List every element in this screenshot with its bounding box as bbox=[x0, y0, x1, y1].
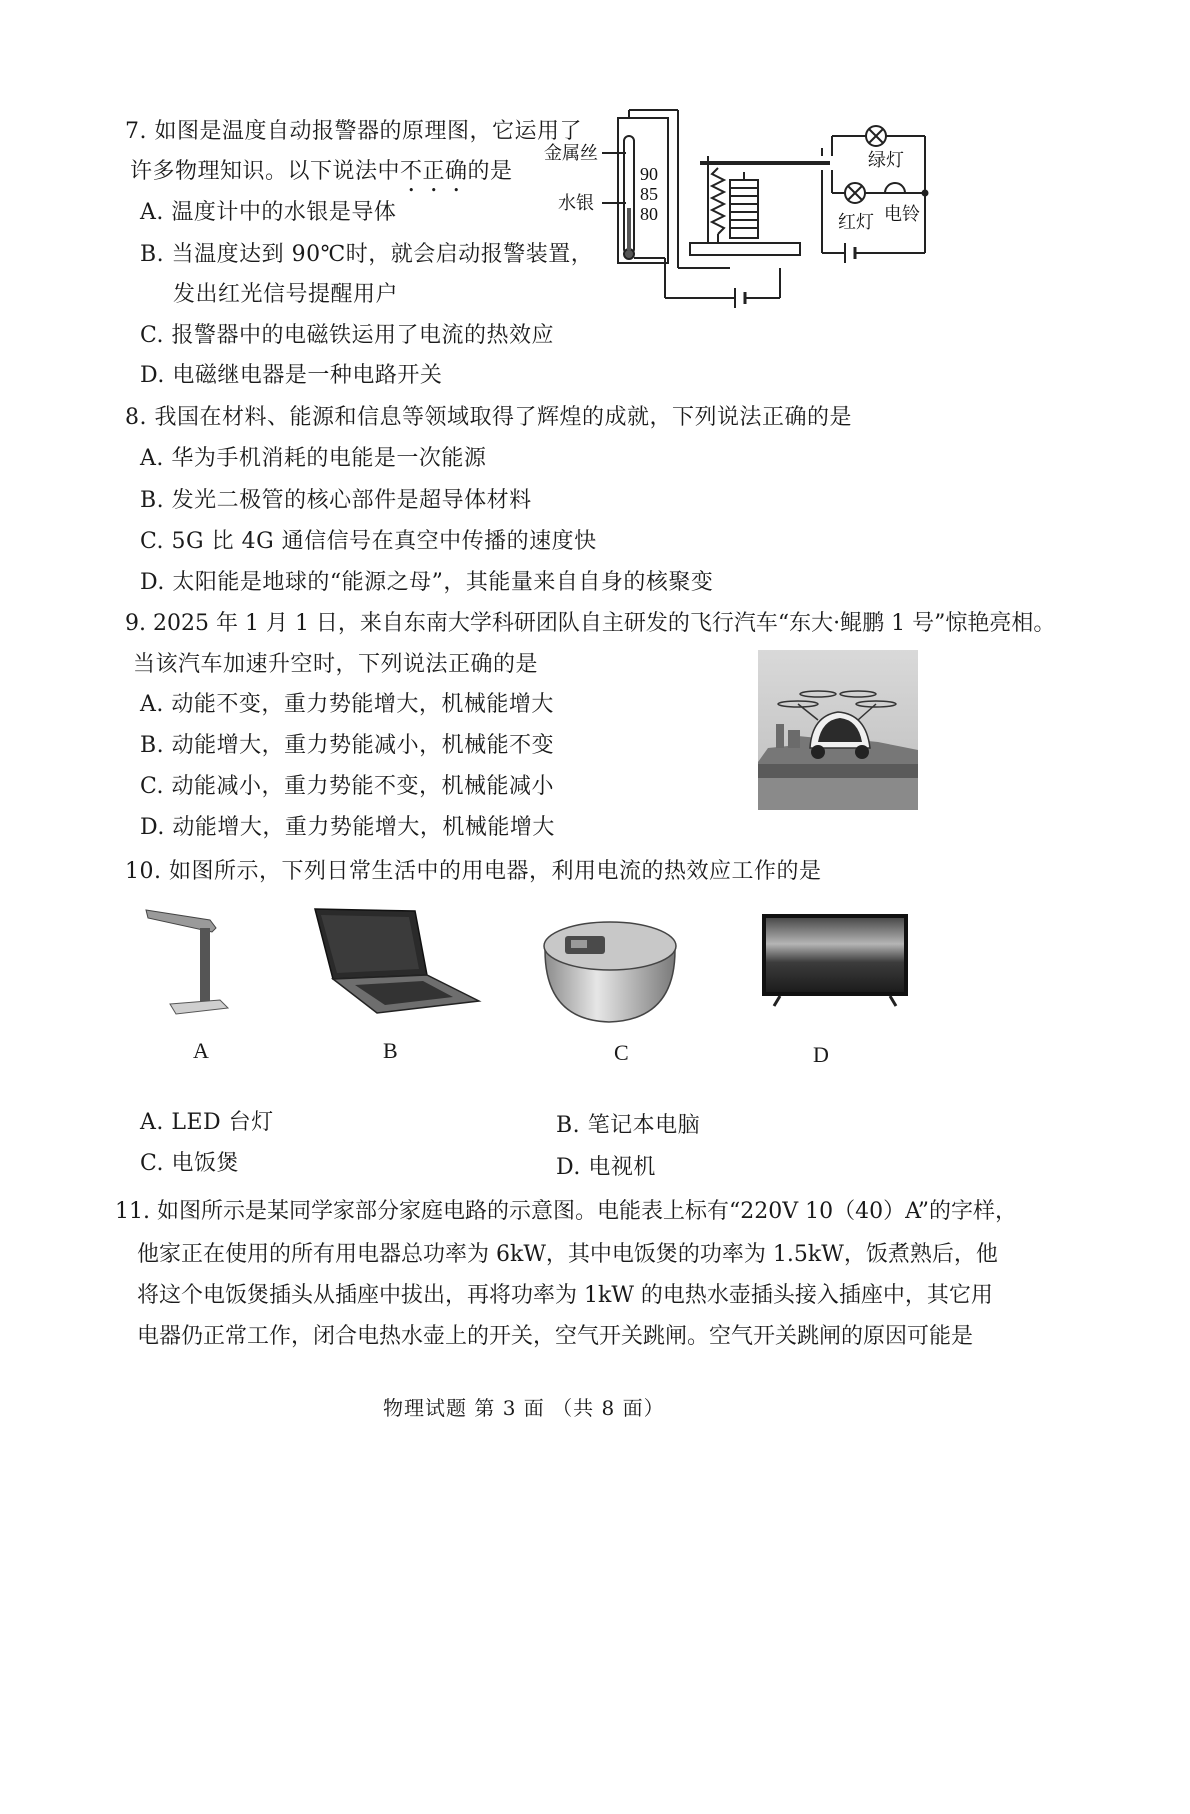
q11-line1: 11. 如图所示是某同学家部分家庭电路的示意图。电能表上标有“220V 10（40）A”的字样， bbox=[115, 1199, 1017, 1224]
q7-stem-line1: 7. 如图是温度自动报警器的原理图，它运用了 bbox=[125, 119, 582, 144]
scale-85: 85 bbox=[640, 184, 658, 204]
television-image bbox=[760, 912, 910, 1012]
label-mercury: 水银 bbox=[558, 193, 594, 213]
label-red-lamp: 红灯 bbox=[838, 212, 874, 232]
q11-line3: 将这个电饭煲插头从插座中拔出，再将功率为 1kW 的电热水壶插头接入插座中，其它用 bbox=[137, 1283, 993, 1308]
q7-option-d: D. 电磁继电器是一种电路开关 bbox=[140, 363, 443, 388]
q9-option-c: C. 动能减小，重力势能不变，机械能减小 bbox=[140, 774, 555, 799]
q7-option-b-line1: B. 当温度达到 90℃时，就会启动报警装置， bbox=[140, 242, 594, 267]
label-metal-wire: 金属丝 bbox=[544, 143, 598, 163]
q10-option-b: B. 笔记本电脑 bbox=[556, 1113, 701, 1138]
q10-option-c: C. 电饭煲 bbox=[140, 1151, 240, 1176]
q10-stem: 10. 如图所示，下列日常生活中的用电器，利用电流的热效应工作的是 bbox=[125, 859, 822, 884]
label-bell: 电铃 bbox=[884, 204, 920, 224]
led-desk-lamp-image bbox=[140, 900, 250, 1020]
q9-stem-line2: 当该汽车加速升空时，下列说法正确的是 bbox=[133, 652, 539, 677]
q10-option-a: A. LED 台灯 bbox=[140, 1110, 274, 1135]
mercury-bulb bbox=[624, 249, 634, 259]
alarm-circuit-diagram bbox=[540, 108, 960, 318]
q9-option-b: B. 动能增大，重力势能减小，机械能不变 bbox=[140, 733, 555, 758]
laptop-image bbox=[305, 905, 485, 1025]
q8-stem: 8. 我国在材料、能源和信息等领域取得了辉煌的成就，下列说法正确的是 bbox=[125, 405, 852, 430]
q10-option-d: D. 电视机 bbox=[556, 1155, 656, 1180]
q7-option-c: C. 报警器中的电磁铁运用了电流的热效应 bbox=[140, 323, 555, 348]
q7-option-a: A. 温度计中的水银是导体 bbox=[140, 200, 397, 225]
q8-option-b: B. 发光二极管的核心部件是超导体材料 bbox=[140, 488, 532, 513]
q7-option-b-line2: 发出红光信号提醒用户 bbox=[173, 282, 399, 307]
q9-option-d: D. 动能增大，重力势能增大，机械能增大 bbox=[140, 815, 555, 840]
relay-spring bbox=[712, 168, 724, 234]
q7-stem-emphasis: 不正确 bbox=[400, 159, 468, 184]
figure-letter-c: C bbox=[614, 1040, 629, 1065]
figure-letter-b: B bbox=[383, 1038, 398, 1063]
scale-80: 80 bbox=[640, 204, 658, 224]
q11-line4: 电器仍正常工作，闭合电热水壶上的开关，空气开关跳闸。空气开关跳闸的原因可能是 bbox=[137, 1324, 974, 1349]
q9-stem-line1: 9. 2025 年 1 月 1 日，来自东南大学科研团队自主研发的飞行汽车“东大·鲲鹏 1 号”惊艳亮相。 bbox=[125, 611, 1056, 636]
bell-icon bbox=[885, 183, 905, 193]
figure-letter-d: D bbox=[813, 1042, 829, 1067]
scale-90: 90 bbox=[640, 164, 658, 184]
q11-line2: 他家正在使用的所有用电器总功率为 6kW，其中电饭煲的功率为 1.5kW，饭煮熟后，他 bbox=[137, 1242, 998, 1267]
relay-base bbox=[690, 243, 800, 255]
q7-stem-pre: 许多物理知识。以下说法中 bbox=[130, 159, 401, 184]
q8-option-d: D. 太阳能是地球的“能源之母”，其能量来自自身的核聚变 bbox=[140, 570, 714, 595]
q7-stem-line2 bbox=[130, 157, 513, 197]
q9-option-a: A. 动能不变，重力势能增大，机械能增大 bbox=[140, 692, 554, 717]
q7-stem-post: 的是 bbox=[467, 159, 513, 184]
figure-letter-a: A bbox=[193, 1038, 209, 1063]
label-green-lamp: 绿灯 bbox=[868, 150, 904, 170]
page-footer: 物理试题 第 3 面 （共 8 面） bbox=[383, 1396, 665, 1420]
flying-car-photo bbox=[758, 650, 918, 810]
q8-option-c: C. 5G 比 4G 通信信号在真空中传播的速度快 bbox=[140, 529, 597, 554]
q8-option-a: A. 华为手机消耗的电能是一次能源 bbox=[140, 446, 487, 471]
rice-cooker-image bbox=[535, 910, 685, 1030]
